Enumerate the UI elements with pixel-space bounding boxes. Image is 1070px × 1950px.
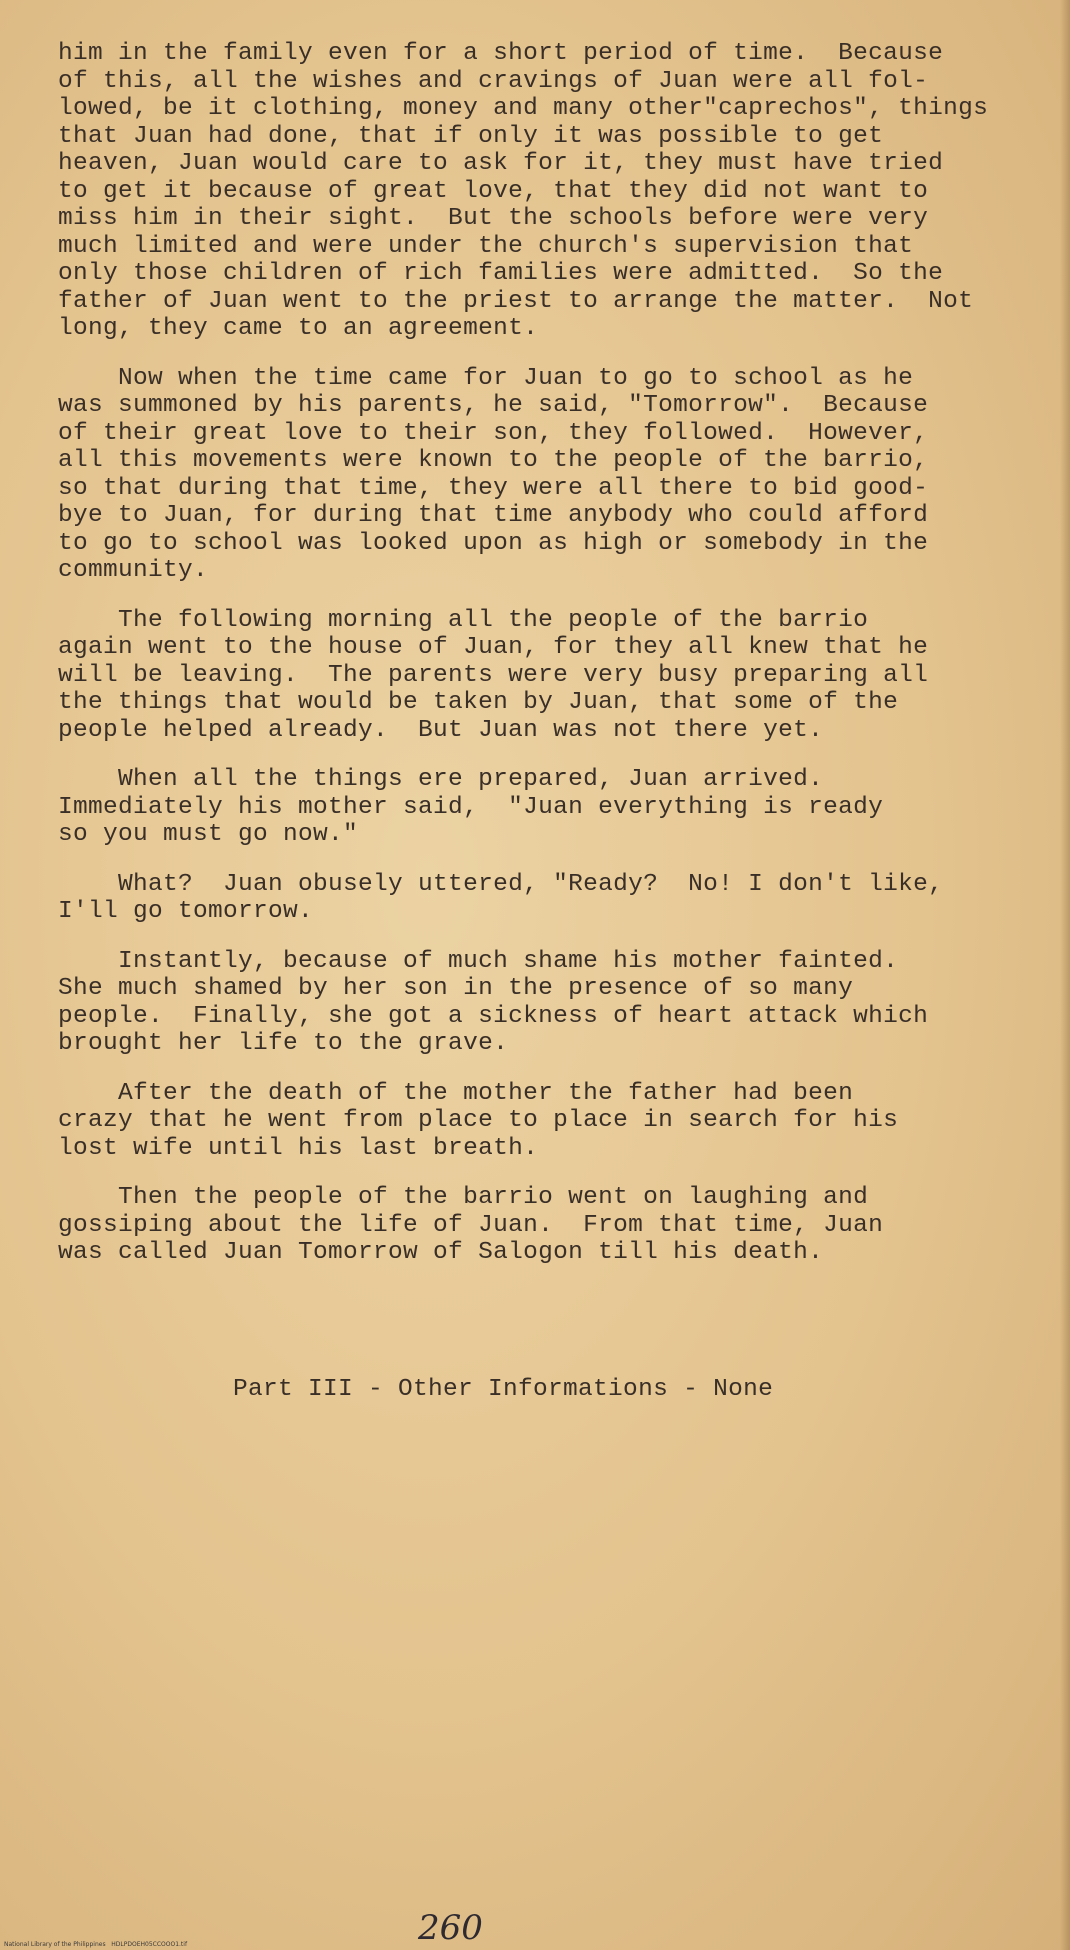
paragraph bbox=[58, 607, 1058, 745]
text-line: brought her life to the grave. bbox=[58, 1030, 509, 1057]
text-line: bye to Juan, for during that time anybody who could afford bbox=[58, 502, 929, 529]
text-line: long, they came to an agreement. bbox=[58, 315, 539, 342]
handwritten-page-number: 260 bbox=[418, 1908, 483, 1948]
text-line: heaven, Juan would care to ask for it, they must have tried bbox=[58, 150, 944, 177]
paragraph bbox=[58, 1184, 1058, 1267]
text-line: After the death of the mother the father had been bbox=[58, 1079, 854, 1107]
text-line: lost wife until his last breath. bbox=[58, 1134, 539, 1162]
text-line: was summoned by his parents, he said, "Tomorrow". Because bbox=[58, 392, 929, 419]
document-body bbox=[58, 40, 1058, 1289]
text-line: She much shamed by her son in the presence of so many bbox=[58, 975, 854, 1002]
paragraph bbox=[58, 365, 1058, 585]
paragraph bbox=[58, 948, 1058, 1058]
page-edge-shadow bbox=[1060, 0, 1070, 1950]
text-line: much limited and were under the church's supervision that bbox=[58, 232, 914, 260]
text-line: will be leaving. The parents were very busy preparing all bbox=[58, 661, 929, 689]
text-line: so that during that time, they were all there to bid good- bbox=[58, 474, 929, 502]
text-line: Then the people of the barrio went on laughing and bbox=[58, 1184, 869, 1211]
text-line: miss him in their sight. But the schools before were very bbox=[58, 205, 929, 232]
text-line: people. Finally, she got a sickness of heart attack which bbox=[58, 1002, 929, 1030]
paragraph bbox=[58, 1080, 1058, 1163]
text-line: What? Juan obusely uttered, "Ready? No! I don't like, bbox=[58, 870, 944, 898]
text-line: lowed, be it clothing, money and many other"caprechos", things bbox=[58, 95, 989, 122]
paragraph bbox=[58, 766, 1058, 849]
text-line: of their great love to their son, they followed. However, bbox=[58, 419, 929, 447]
text-line: Now when the time came for Juan to go to school as he bbox=[58, 364, 914, 392]
text-line: I'll go tomorrow. bbox=[58, 898, 314, 925]
text-line: Immediately his mother said, "Juan everything is ready bbox=[58, 793, 884, 821]
text-line: community. bbox=[58, 557, 209, 584]
text-line: was called Juan Tomorrow of Salogon till his death. bbox=[58, 1239, 824, 1266]
archive-label: National Library of the Philippines HDLPDOEH05CCOOO1.tif bbox=[4, 1941, 188, 1948]
text-line: all this movements were known to the people of the barrio, bbox=[58, 447, 929, 474]
text-line: father of Juan went to the priest to arrange the matter. Not bbox=[58, 287, 974, 315]
part-heading: Part III - Other Informations - None bbox=[233, 1376, 774, 1403]
text-line: so you must go now." bbox=[58, 821, 359, 848]
text-line: of this, all the wishes and cravings of Juan were all fol- bbox=[58, 67, 929, 95]
text-line: gossiping about the life of Juan. From that time, Juan bbox=[58, 1211, 884, 1239]
text-line: to get it because of great love, that they did not want to bbox=[58, 177, 929, 205]
text-line: Instantly, because of much shame his mother fainted. bbox=[58, 947, 899, 975]
paragraph bbox=[58, 871, 1058, 926]
text-line: people helped already. But Juan was not there yet. bbox=[58, 716, 824, 744]
text-line: only those children of rich families were admitted. So the bbox=[58, 260, 944, 287]
text-line: him in the family even for a short period of time. Because bbox=[58, 40, 944, 67]
paragraph bbox=[58, 40, 1058, 343]
text-line: to go to school was looked upon as high or somebody in the bbox=[58, 529, 929, 557]
text-line: again went to the house of Juan, for they all knew that he bbox=[58, 634, 929, 661]
text-line: The following morning all the people of the barrio bbox=[58, 606, 869, 634]
text-line: crazy that he went from place to place in search for his bbox=[58, 1107, 899, 1134]
text-line: When all the things ere prepared, Juan arrived. bbox=[58, 766, 824, 793]
text-line: that Juan had done, that if only it was possible to get bbox=[58, 122, 884, 150]
text-line: the things that would be taken by Juan, that some of the bbox=[58, 689, 899, 716]
